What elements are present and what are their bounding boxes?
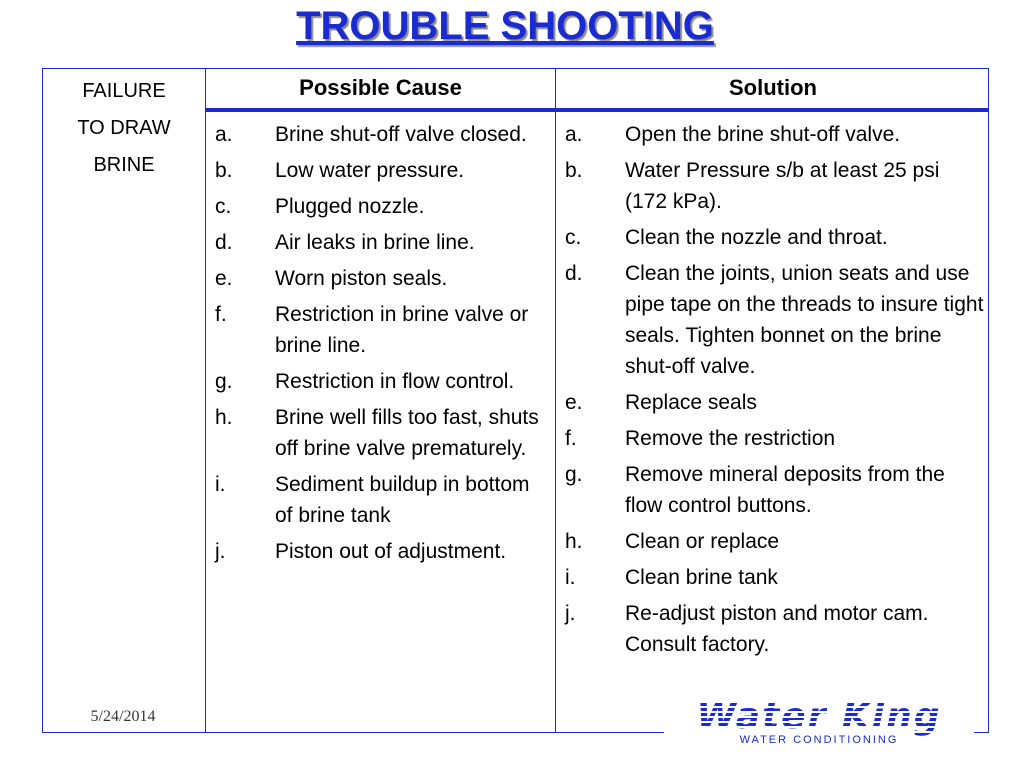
item-letter: h. (565, 530, 583, 553)
item-letter: b. (215, 159, 233, 182)
item-letter: h. (215, 406, 233, 429)
logo-wordmark: Water King (664, 698, 974, 736)
item-text: Clean the joints, union seats and use pipe tape on the threads to insure tight seals. Tighten bonnet on the brine shut-off valve. (625, 262, 984, 378)
item-letter: c. (215, 195, 232, 218)
list-item (565, 598, 985, 660)
column-divider (555, 69, 556, 732)
list-item (565, 222, 985, 253)
list-item (565, 387, 985, 418)
list-item (565, 526, 985, 557)
logo-tagline: WATER CONDITIONING (739, 734, 899, 746)
item-text: Remove the restriction (625, 427, 836, 450)
item-text: Worn piston seals. (275, 267, 448, 290)
item-letter: b. (565, 159, 583, 182)
item-letter: g. (565, 463, 583, 486)
item-text: Clean brine tank (625, 566, 778, 589)
list-item (565, 258, 985, 382)
item-text: Replace seals (625, 391, 757, 414)
failure-line: TO DRAW (77, 117, 171, 139)
header-possible-cause: Possible Cause (299, 75, 462, 100)
slide-date: 5/24/2014 (90, 708, 156, 725)
troubleshooting-table (42, 68, 989, 733)
item-text: Remove mineral deposits from the flow control buttons. (625, 463, 945, 517)
header-solution: Solution (729, 75, 817, 100)
item-text: Clean the nozzle and throat. (625, 226, 888, 249)
list-item (565, 119, 985, 150)
list-item (215, 191, 550, 222)
list-item (215, 469, 550, 531)
column-divider (205, 69, 206, 732)
item-letter: j. (565, 602, 576, 625)
header-rule (206, 108, 988, 112)
list-item (215, 119, 550, 150)
list-item (565, 155, 985, 217)
item-text: Plugged nozzle. (275, 195, 425, 218)
item-text: Brine well fills too fast, shuts off brine valve prematurely. (275, 406, 539, 460)
list-item (565, 562, 985, 593)
item-text: Open the brine shut-off valve. (625, 123, 901, 146)
item-letter: e. (215, 267, 233, 290)
item-letter: c. (565, 226, 582, 249)
solution-list (565, 119, 985, 665)
water-king-logo (664, 698, 974, 750)
list-item (215, 227, 550, 258)
item-text: Piston out of adjustment. (275, 540, 507, 563)
item-text: Restriction in brine valve or brine line. (275, 303, 529, 357)
list-item (215, 155, 550, 186)
list-item (565, 423, 985, 454)
item-letter: i. (215, 473, 226, 496)
item-text: Sediment buildup in bottom of brine tank (275, 473, 530, 527)
item-text: Restriction in flow control. (275, 370, 515, 393)
list-item (215, 536, 550, 567)
list-item (215, 299, 550, 361)
item-text: Water Pressure s/b at least 25 psi (172 kPa). (625, 159, 940, 213)
list-item (215, 263, 550, 294)
item-letter: a. (565, 123, 583, 146)
item-letter: f. (565, 427, 577, 450)
page-title: TROUBLE SHOOTING (296, 4, 714, 48)
item-letter: j. (215, 540, 226, 563)
item-letter: g. (215, 370, 233, 393)
failure-label (43, 73, 205, 184)
item-letter: i. (565, 566, 576, 589)
failure-line: BRINE (93, 154, 155, 176)
failure-line: FAILURE (82, 80, 166, 102)
item-text: Air leaks in brine line. (275, 231, 475, 254)
item-text: Brine shut-off valve closed. (275, 123, 527, 146)
item-letter: d. (215, 231, 233, 254)
item-text: Clean or replace (625, 530, 780, 553)
list-item (565, 459, 985, 521)
list-item (215, 366, 550, 397)
item-text: Low water pressure. (275, 159, 465, 182)
cause-list (215, 119, 550, 572)
list-item (215, 402, 550, 464)
item-letter: e. (565, 391, 583, 414)
item-letter: f. (215, 303, 227, 326)
item-text: Re-adjust piston and motor cam. Consult factory. (625, 602, 929, 656)
item-letter: d. (565, 262, 583, 285)
item-letter: a. (215, 123, 233, 146)
